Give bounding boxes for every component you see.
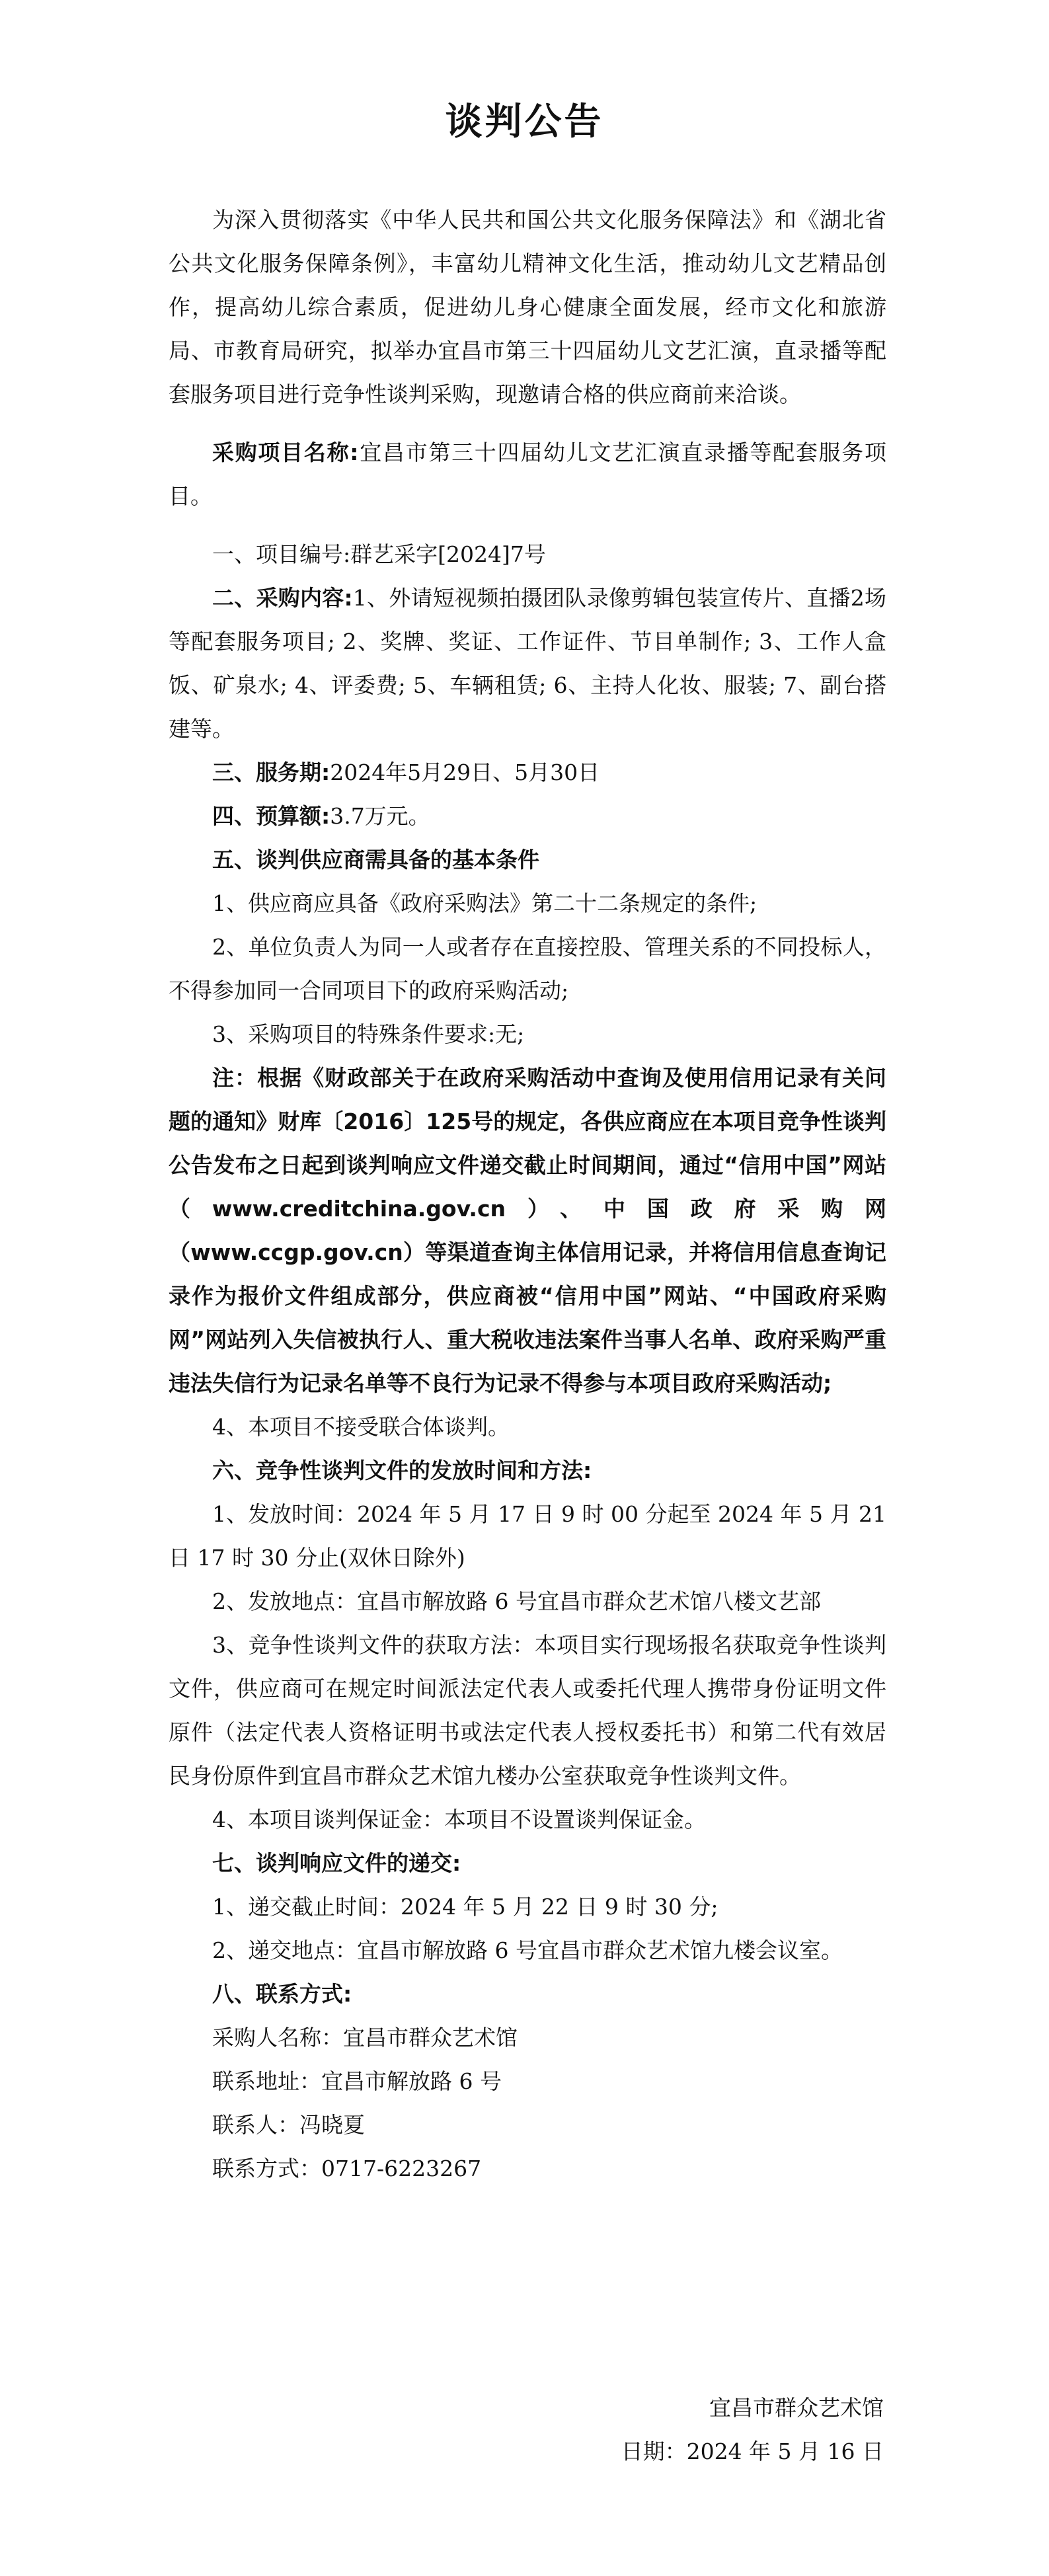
section-3-label: 三、服务期: [212, 760, 330, 785]
contact-person: 联系人：冯晓夏 [212, 2112, 365, 2138]
signature-org: 宜昌市群众艺术馆 [709, 2395, 884, 2421]
intro-paragraph: 为深入贯彻落实《中华人民共和国公共文化服务保障法》和《湖北省公共文化服务保障条例》，丰富幼儿精神文化生活，推动幼儿文艺精品创作，提高幼儿综合素质，促进幼儿身心健康全面发展，经市文化和旅游局、市教育局研究，拟举办宜昌市第三十四届幼儿文艺汇演，直录播等配套服务项目进行竞争性谈判采购，现邀请合格的供应商前来洽谈。 [169, 207, 886, 407]
section-7-item-2: 2、递交地点：宜昌市解放路 6 号宜昌市群众艺术馆九楼会议室。 [212, 1937, 843, 1963]
project-name-label: 采购项目名称: [212, 440, 359, 465]
signature-date: 日期：2024 年 5 月 16 日 [621, 2439, 884, 2464]
contact-phone: 联系方式：0717-6223267 [212, 2156, 482, 2181]
section-6-item-2: 2、发放地点：宜昌市解放路 6 号宜昌市群众艺术馆八楼文艺部 [212, 1588, 821, 1614]
section-8-heading: 八、联系方式: [212, 1981, 352, 2007]
section-4 [169, 795, 886, 838]
section-7-item-1: 1、递交截止时间：2024 年 5 月 22 日 9 时 30 分; [212, 1894, 719, 1920]
contact-address: 联系地址：宜昌市解放路 6 号 [212, 2068, 502, 2094]
section-2 [169, 576, 886, 751]
section-5-item-3: 3、采购项目的特殊条件要求:无; [212, 1021, 525, 1047]
section-3 [169, 751, 886, 795]
section-2-value: 1、外请短视频拍摄团队录像剪辑包装宣传片、直播2场等配套服务项目; 2、奖牌、奖证、工作证件、节目单制作; 3、工作人盒饭、矿泉水; 4、评委费; 5、车辆租赁; 6、主持人化妆、服装; 7、副台搭建等。 [169, 585, 886, 742]
section-3-value: 2024年5月29日、5月30日 [330, 760, 600, 785]
section-6-heading: 六、竞争性谈判文件的发放时间和方法: [212, 1458, 592, 1483]
section-5-item-2: 2、单位负责人为同一人或者存在直接控股、管理关系的不同投标人，不得参加同一合同项目下的政府采购活动; [169, 934, 886, 1003]
section-5-item-4: 4、本项目不接受联合体谈判。 [212, 1414, 510, 1440]
section-5-note: 注：根据《财政部关于在政府采购活动中查询及使用信用记录有关问题的通知》财库〔2016〕125号的规定，各供应商应在本项目竞争性谈判公告发布之日起到谈判响应文件递交截止时间期间，通过“信用中国”网站（www.creditchina.gov.cn）、中国政府采购网（www.ccgp.gov.cn）等渠道查询主体信用记录，并将信用信息查询记录作为报价文件组成部分，供应商被“信用中国”网站、“中国政府采购网”网站列入失信被执行人、重大税收违法案件当事人名单、政府采购严重违法失信行为记录名单等不良行为记录不得参与本项目政府采购活动; [169, 1065, 886, 1396]
project-name-paragraph [169, 431, 886, 518]
section-6-item-4: 4、本项目谈判保证金：本项目不设置谈判保证金。 [212, 1807, 706, 1832]
section-1-value: 群艺采字[2024]7号 [350, 541, 546, 567]
section-5-heading: 五、谈判供应商需具备的基本条件 [212, 847, 539, 873]
section-7-heading: 七、谈判响应文件的递交: [212, 1850, 461, 1876]
project-name-value: 宜昌市第三十四届幼儿文艺汇演直录播等配套服务项目。 [169, 440, 886, 509]
contact-purchaser: 采购人名称：宜昌市群众艺术馆 [212, 2025, 518, 2050]
section-4-value: 3.7万元。 [330, 803, 430, 829]
section-4-label: 四、预算额: [212, 803, 330, 829]
section-2-label: 二、采购内容: [212, 585, 353, 611]
page-title: 谈判公告 [445, 100, 604, 143]
section-1 [169, 533, 886, 576]
section-6-item-1: 1、发放时间：2024 年 5 月 17 日 9 时 00 分起至 2024 年 5 月 21 日 17 时 30 分止(双休日除外) [169, 1501, 886, 1571]
signature-block [621, 2386, 884, 2474]
section-6-item-3: 3、竞争性谈判文件的获取方法：本项目实行现场报名获取竞争性谈判文件，供应商可在规定时间派法定代表人或委托代理人携带身份证明文件原件（法定代表人资格证明书或法定代表人授权委托书）和第二代有效居民身份原件到宜昌市群众艺术馆九楼办公室获取竞争性谈判文件。 [169, 1632, 886, 1789]
section-5-item-1: 1、供应商应具备《政府采购法》第二十二条规定的条件; [212, 890, 758, 916]
document-body [169, 198, 886, 2191]
section-1-label: 一、项目编号: [212, 541, 351, 567]
